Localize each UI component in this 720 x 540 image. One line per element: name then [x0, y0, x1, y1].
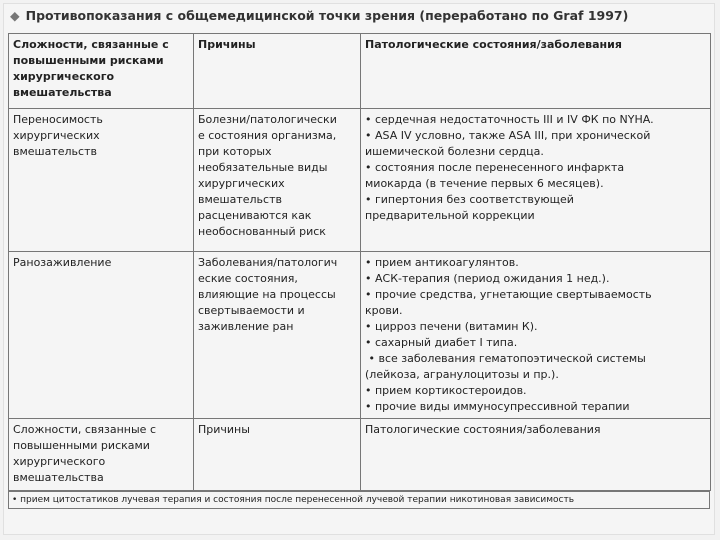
table-cell: Патологические состояния/заболевания	[361, 419, 711, 491]
slide-title	[10, 8, 710, 30]
table-cell: Ранозаживление	[9, 252, 194, 419]
table-cell: Причины	[194, 419, 361, 491]
table-header-row	[9, 34, 711, 109]
footer-note: • прием цитостатиков лучевая терапия и состояния после перенесенной лучевой терапии никотиновая зависимость	[8, 491, 710, 509]
table-cell: Заболевания/патологич еские состояния, влияющие на процессы свертываемости и заживление ран	[194, 252, 361, 419]
title-bullet-icon: ◆	[10, 8, 20, 23]
table-row	[9, 109, 711, 252]
table-row	[9, 419, 711, 491]
header-cell-conditions: Патологические состояния/заболевания	[361, 34, 711, 109]
table-cell: Болезни/патологически е состояния организма, при которых необязательные виды хирургических вмешательств расцениваются как необоснованный риск	[194, 109, 361, 252]
table-cell: • сердечная недостаточность III и IV ФК по NYHA. • ASA IV условно, также ASA III, при хронической ишемической болезни сердца. • состояния после перенесенного инфаркта миокарда (в течение первых 6 месяцев). • гипертония без соответствующей предварительной коррекции	[361, 109, 711, 252]
contraindications-table	[8, 33, 711, 491]
header-cell-complications: Сложности, связанные с повышенными рисками хирургического вмешательства	[9, 34, 194, 109]
table-cell: Сложности, связанные с повышенными рисками хирургического вмешательства	[9, 419, 194, 491]
table-cell: • прием антикоагулянтов. • АСК-терапия (период ожидания 1 нед.). • прочие средства, угнетающие свертываемость крови. • цирроз печени (витамин К). • сахарный диабет I типа. • все заболевания гематопоэтической системы (лейкоза, агранулоцитозы и пр.). • прием кортикостероидов. • прочие виды иммуносупрессивной терапии	[361, 252, 711, 419]
title-text: Противопоказания с общемедицинской точки зрения (переработано по Graf 1997)	[25, 8, 629, 23]
header-cell-causes: Причины	[194, 34, 361, 109]
table-row	[9, 252, 711, 419]
table-cell: Переносимость хирургических вмешательств	[9, 109, 194, 252]
